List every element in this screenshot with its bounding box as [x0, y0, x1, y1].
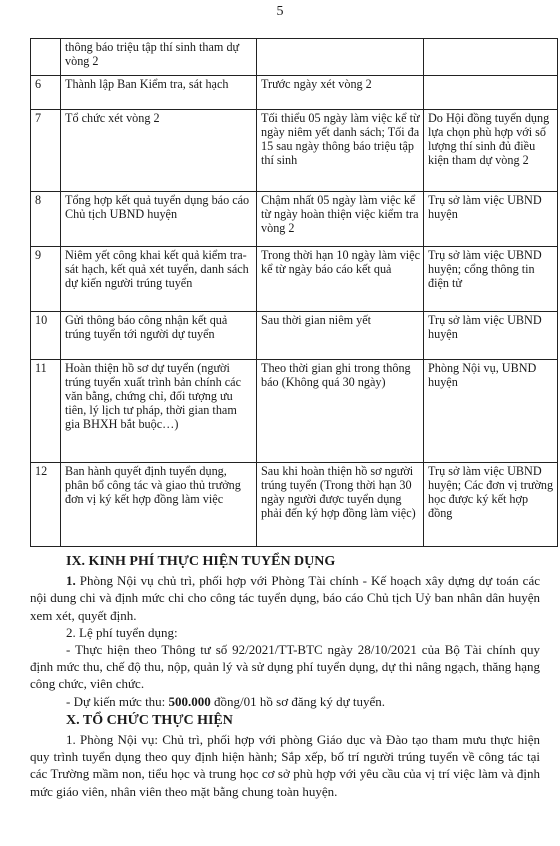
row-task: Tổ chức xét vòng 2 — [61, 110, 257, 192]
row-task: Ban hành quyết định tuyển dụng, phân bổ công tác và giao thủ trưởng đơn vị ký kết hợp đồng làm việc — [61, 463, 257, 547]
schedule-table — [30, 38, 558, 547]
document-body — [30, 553, 540, 800]
row-task: Thành lập Ban Kiểm tra, sát hạch — [61, 76, 257, 110]
section-9-title: IX. KINH PHÍ THỰC HIỆN TUYỂN DỤNG — [66, 554, 336, 569]
row-place: Phòng Nội vụ, UBND huyện — [424, 360, 558, 463]
row-number: 9 — [31, 247, 61, 312]
table-row — [31, 360, 558, 463]
section-9-paragraph-3: - Thực hiện theo Thông tư số 92/2021/TT-BTC ngày 28/10/2021 của Bộ Tài chính quy định mức thu, chế độ thu, nộp, quản lý và sử dụng phí tuyển dụng, dự thi nâng ngạch, thăng hạng công chức, viên chức. — [30, 642, 540, 692]
section-9-paragraph-4 — [30, 693, 540, 710]
section-10-title: X. TỔ CHỨC THỰC HIỆN — [66, 712, 233, 728]
row-number: 11 — [31, 360, 61, 463]
table-row — [31, 463, 558, 547]
table-row — [31, 76, 558, 110]
row-place — [424, 76, 558, 110]
fee-prefix: - Dự kiến mức thu: — [66, 693, 169, 709]
section-10-paragraph-1 — [30, 731, 540, 800]
row-place: Trụ sở làm việc UBND huyện — [424, 192, 558, 247]
paragraph-number: 1. — [66, 732, 76, 748]
row-number — [31, 39, 61, 76]
row-task: Niêm yết công khai kết quả kiểm tra- sát hạch, kết quả xét tuyển, danh sách dự kiến người trúng tuyển — [61, 247, 257, 312]
row-task: Gửi thông báo công nhận kết quả trúng tuyển tới người dự tuyển — [61, 312, 257, 360]
row-task: Tổng hợp kết quả tuyển dụng báo cáo Chủ tịch UBND huyện — [61, 192, 257, 247]
row-place: Do Hội đồng tuyển dụng lựa chọn phù hợp với số lượng thí sinh đủ điều kiện tham dự vòng 2 — [424, 110, 558, 192]
row-number: 6 — [31, 76, 61, 110]
row-time: Tối thiểu 05 ngày làm việc kể từ ngày niêm yết danh sách; Tối đa 15 sau ngày thông báo triệu tập thí sinh — [257, 110, 424, 192]
row-task: Hoàn thiện hồ sơ dự tuyển (người trúng tuyển xuất trình bản chính các văn bằng, chứng chỉ, đối tượng ưu tiên, lý lịch tư pháp, thời gian tham gia BHXH bắt buộc…) — [61, 360, 257, 463]
row-time: Theo thời gian ghi trong thông báo (Không quá 30 ngày) — [257, 360, 424, 463]
table-row — [31, 39, 558, 76]
row-place: Trụ sở làm việc UBND huyện; cổng thông tin điện tử — [424, 247, 558, 312]
table-row — [31, 192, 558, 247]
row-time: Trước ngày xét vòng 2 — [257, 76, 424, 110]
section-9-paragraph-2: 2. Lệ phí tuyển dụng: — [66, 624, 178, 640]
row-time: Sau thời gian niêm yết — [257, 312, 424, 360]
paragraph-text: Phòng Nội vụ: Chủ trì, phối hợp với phòng Giáo dục và Đào tạo tham mưu thực hiện quy trình tuyển dụng theo quy định hiện hành; Sắp xếp, bố trí người trúng tuyển về công tác tại các Trường mầm non, tiểu học và trung học cơ sở phù hợp với yêu cầu của vị trí việc làm và định mức giáo viên, nhân viên theo mặt bằng chung toàn huyện. — [30, 732, 540, 799]
row-number: 10 — [31, 312, 61, 360]
page-number: 5 — [276, 4, 284, 19]
row-time — [257, 39, 424, 76]
row-number: 8 — [31, 192, 61, 247]
row-time: Trong thời hạn 10 ngày làm việc kể từ ngày báo cáo kết quả — [257, 247, 424, 312]
fee-suffix: đồng/01 hồ sơ đăng ký dự tuyển. — [210, 693, 386, 709]
row-time: Chậm nhất 05 ngày làm việc kể từ ngày hoàn thiện việc kiểm tra vòng 2 — [257, 192, 424, 247]
fee-amount: 500.000 — [168, 693, 211, 709]
row-place: Trụ sở làm việc UBND huyện; Các đơn vị trường học được ký kết hợp đồng — [424, 463, 558, 547]
row-number: 7 — [31, 110, 61, 192]
row-time: Sau khi hoàn thiện hồ sơ người trúng tuyển (Trong thời hạn 30 ngày người được tuyển dụng phải đến ký hợp đồng làm việc) — [257, 463, 424, 547]
row-place: Trụ sở làm việc UBND huyện — [424, 312, 558, 360]
paragraph-text: Phòng Nội vụ chủ trì, phối hợp với Phòng Tài chính - Kế hoạch xây dựng dự toán các nội dung chi và định mức chi cho công tác tuyển dụng, báo cáo Chủ tịch Uỷ ban nhân dân huyện xem xét, quyết định. — [30, 573, 540, 623]
row-place — [424, 39, 558, 76]
paragraph-number: 1. — [66, 573, 76, 589]
row-task: thông báo triệu tập thí sinh tham dự vòng 2 — [61, 39, 257, 76]
table-row — [31, 110, 558, 192]
table-row — [31, 312, 558, 360]
section-9-paragraph-1 — [30, 572, 540, 624]
table-row — [31, 247, 558, 312]
row-number: 12 — [31, 463, 61, 547]
